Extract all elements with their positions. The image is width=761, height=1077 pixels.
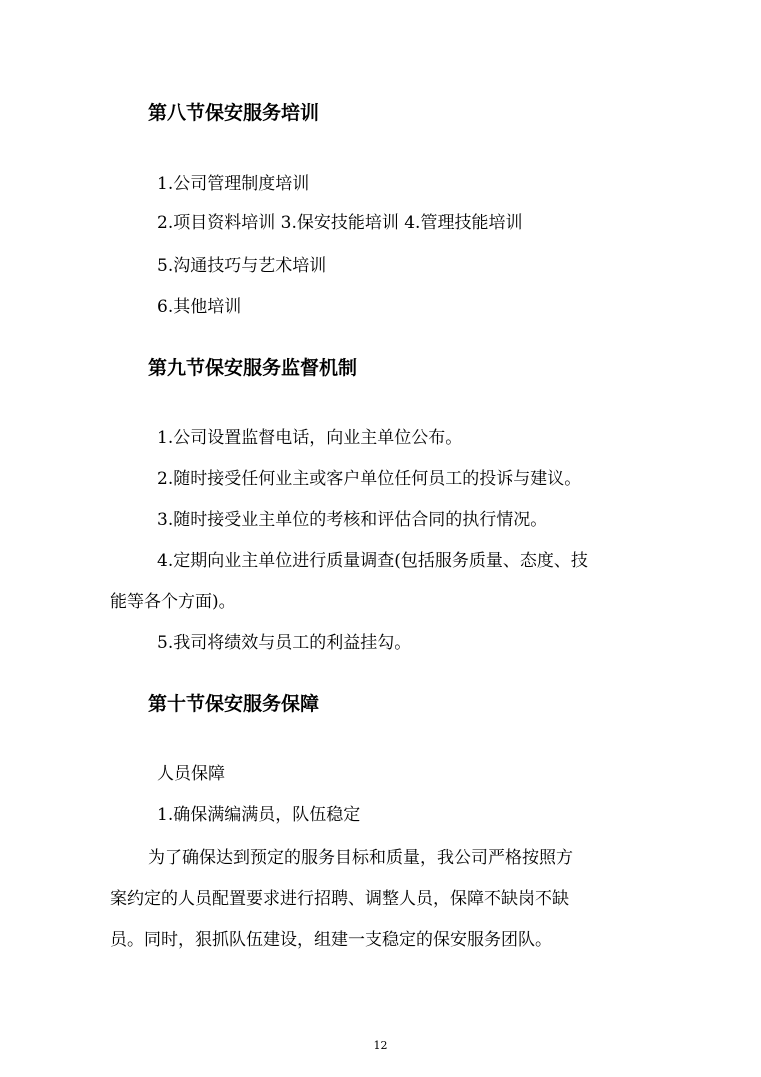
section-8-line-1: 1.公司管理制度培训	[157, 174, 310, 194]
section-8-heading: 第八节保安服务培训	[148, 102, 320, 124]
section-9-line-5: 5.我司将绩效与员工的利益挂勾。	[157, 633, 412, 653]
section-9-line-4-cont: 能等各个方面)。	[110, 592, 236, 612]
section-10-para-line-2: 案约定的人员配置要求进行招聘、调整人员，保障不缺岗不缺	[110, 889, 569, 909]
section-9-line-2: 2.随时接受任何业主或客户单位任何员工的投诉与建议。	[157, 469, 582, 489]
section-8-line-4: 6.其他培训	[157, 297, 242, 317]
section-9-line-1: 1.公司设置监督电话，向业主单位公布。	[157, 428, 463, 448]
section-10-line-1: 1.确保满编满员，队伍稳定	[157, 805, 361, 825]
section-9-line-4: 4.定期向业主单位进行质量调查(包括服务质量、态度、技	[157, 551, 588, 571]
section-10-para-line-3: 员。同时，狠抓队伍建设，组建一支稳定的保安服务团队。	[110, 930, 552, 950]
section-10-subheading: 人员保障	[157, 764, 225, 784]
section-8-line-2: 2.项目资料培训 3.保安技能培训 4.管理技能培训	[157, 213, 523, 233]
section-8-line-3: 5.沟通技巧与艺术培训	[157, 256, 327, 276]
section-9-line-3: 3.随时接受业主单位的考核和评估合同的执行情况。	[157, 510, 548, 530]
section-10-para-line-1: 为了确保达到预定的服务目标和质量，我公司严格按照方	[148, 848, 573, 868]
section-9-heading: 第九节保安服务监督机制	[148, 357, 358, 379]
section-10-heading: 第十节保安服务保障	[148, 693, 320, 715]
page-number: 12	[373, 1039, 388, 1052]
